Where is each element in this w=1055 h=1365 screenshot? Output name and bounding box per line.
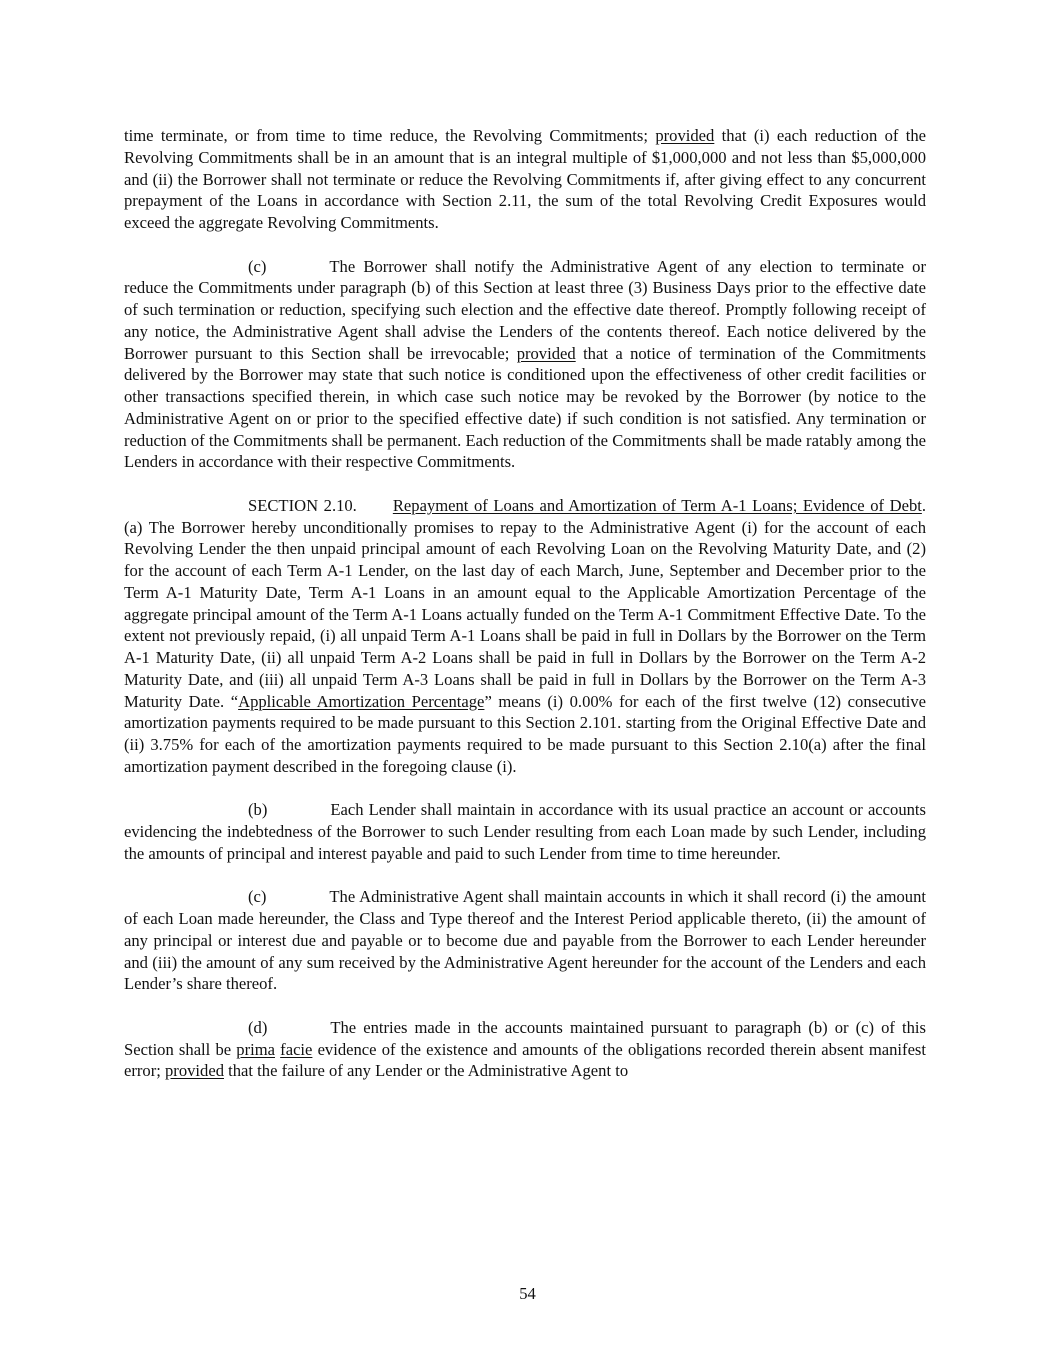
text-segment: . (a) The Borrower hereby unconditionally promises to repay to the Administrative Agent (i) for the account of each Revolving Lender the then unpaid principal amount of each Revolving Loan on the Revolving Maturity Date, and (2) for the account of each Term A-1 Lender, on the last day of each March, June, September and December prior to the Term A-1 Maturity Date, Term A-1 Loans in an amount equal to the Applicable Amortization Percentage of the aggregate principal amount of the Term A-1 Loans actually funded on the Term A-1 Commitment Effective Date. To the extent not previously repaid, (i) all unpaid Term A-1 Loans shall be paid in full in Dollars by the Borrower on the Term A-1 Maturity Date, (ii) all unpaid Term A-2 Loans shall be paid in full in Dollars by the Borrower on the Term A-2 Maturity Date, and (iii) all unpaid Term A-3 Loans shall be paid in full in Dollars by the Borrower on the Term A-3 Maturity Date. “ [124, 495, 927, 711]
paragraph-c-notice-of-termination [124, 256, 926, 474]
text-segment: that a notice of termination of the Commitments delivered by the Borrower may state that such notice is conditioned upon the effectiveness of other credit facilities or other transactions specified therein, in which case such notice may be revoked by the Borrower (by notice to the Administrative Agent on or prior to the specified effective date) if such condition is not satisfied. Any termination or reduction of the Commitments shall be permanent. Each reduction of the Commitments shall be made ratably among the Lenders in accordance with their respective Commitments. [124, 343, 926, 472]
section-number: SECTION 2.10. [248, 495, 357, 515]
page-number: 54 [519, 1284, 536, 1303]
latin-term-facie: facie [280, 1039, 313, 1059]
clause-label: (d) [248, 1017, 268, 1037]
clause-label: (b) [248, 800, 268, 820]
defined-term-provided: provided [655, 126, 715, 145]
defined-term-provided: provided [165, 1061, 224, 1081]
text-segment: The Borrower shall notify the Administrative Agent of any election to terminate or reduce the Commitments under paragraph (b) of this Section at least three (3) Business Days prior to the effective date of such termination or reduction, specifying such election and the effective date thereof. Promptly following receipt of any notice, the Administrative Agent shall advise the Lenders of the contents thereof. Each notice delivered by the Borrower pursuant to this Section shall be irrevocable; [124, 256, 926, 363]
text-segment: evidence of the existence and amounts of the obligations recorded therein absent manifest error; [124, 1039, 926, 1081]
text-segment: The entries made in the accounts maintained pursuant to paragraph (b) or (c) of this Section shall be [124, 1017, 926, 1059]
defined-term-applicable-amortization-percentage: Applicable Amortization Percentage [238, 691, 485, 711]
paragraph-c-agent-accounts [124, 886, 926, 995]
text-segment: that the failure of any Lender or the Administrative Agent to [224, 1061, 629, 1081]
paragraph-b-lender-accounts [124, 799, 926, 864]
text-segment: Each Lender shall maintain in accordance with its usual practice an account or accounts evidencing the indebtedness of the Borrower to such Lender resulting from each Loan made by such Lender, including the amounts of principal and interest payable and paid to such Lender from time to time hereunder. [124, 800, 926, 863]
paragraph-section-2-10 [124, 495, 926, 778]
clause-label: (c) [248, 256, 267, 276]
clause-label: (c) [248, 887, 267, 907]
latin-term-prima: prima [236, 1039, 275, 1059]
paragraph-revolving-commitments [124, 125, 926, 234]
document-body [124, 125, 926, 1104]
text-segment: time terminate, or from time to time reduce, the Revolving Commitments; [124, 126, 656, 145]
paragraph-d-entries [124, 1017, 926, 1082]
text-segment: that (i) each reduction of the Revolving Commitments shall be in an amount that is an integral multiple of $1,000,000 and not less than $5,000,000 and (ii) the Borrower shall not terminate or reduce the Revolving Commitments if, after giving effect to any concurrent prepayment of the Loans in accordance with Section 2.11, the sum of the total Revolving Credit Exposures would exceed the aggregate Revolving Commitments. [124, 126, 927, 232]
defined-term-provided: provided [516, 343, 576, 363]
text-segment: ” means (i) 0.00% for each of the first twelve (12) consecutive amortization payments required to be made pursuant to this Section 2.101. starting from the Original Effective Date and (ii) 3.75% for each of the amortization payments required to be made pursuant to this Section 2.10(a) after the final amortization payment described in the foregoing clause (i). [124, 691, 926, 776]
section-heading: Repayment of Loans and Amortization of Term A-1 Loans; Evidence of Debt [392, 495, 922, 515]
text-segment: The Administrative Agent shall maintain accounts in which it shall record (i) the amount of each Loan made hereunder, the Class and Type thereof and the Interest Period applicable thereto, (ii) the amount of any principal or interest due and payable or to become due and payable from the Borrower to each Lender hereunder and (iii) the amount of any sum received by the Administrative Agent hereunder for the account of the Lenders and each Lender’s share thereof. [124, 887, 926, 994]
